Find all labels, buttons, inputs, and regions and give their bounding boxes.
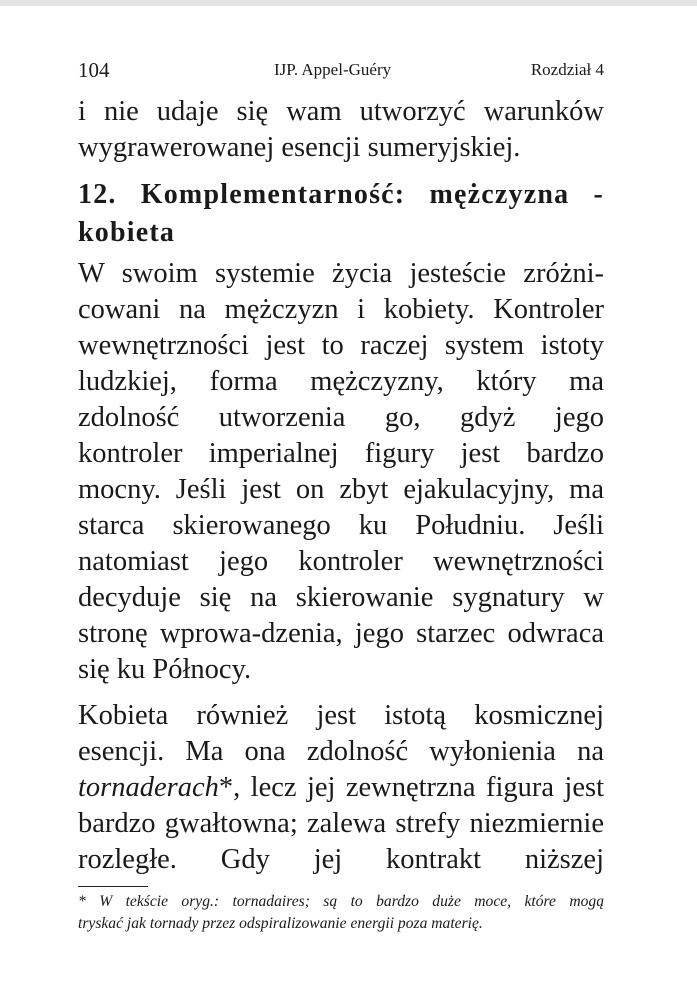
text-line: wewnętrzności jest to raczej system istoty: [78, 330, 604, 361]
text-line: Kobieta również jest istotą kosmicznej: [78, 700, 604, 731]
text-line: i nie udaje się wam utworzyć warunków: [78, 96, 604, 127]
text-line: starca skierowanego ku Południu. Jeśli: [78, 510, 604, 541]
text-line: stronę wprowa-dzenia, jego starzec odwraca: [78, 618, 604, 649]
text-fragment: *, lecz jej zewnętrzna figura jest: [218, 772, 604, 803]
running-header: [78, 58, 604, 84]
page-top-edge: [0, 0, 697, 6]
section-heading-line: 12. Komplementarność: mężczyzna -: [78, 179, 604, 210]
section-heading-line: kobieta: [78, 217, 176, 248]
text-line: cowani na mężczyzn i kobiety. Kontroler: [78, 294, 604, 325]
text-line: esencji. Ma ona zdolność wyłonienia na: [78, 736, 604, 767]
text-line: natomiast jego kontroler wewnętrzności: [78, 546, 604, 577]
text-line: rozległe. Gdy jej kontrakt niższej: [78, 844, 604, 875]
page-number: 104: [78, 58, 110, 82]
text-line: mocny. Jeśli jest on zbyt ejakulacyjny, ma: [78, 474, 604, 505]
text-line: wygrawerowanej esencji sumeryjskiej.: [78, 132, 521, 163]
italic-term: tornaderach: [78, 772, 219, 803]
text-line: ludzkiej, forma mężczyzny, który ma: [78, 366, 604, 397]
text-line: zdolność utworzenia go, gdyż jego: [78, 402, 604, 433]
running-header-author: IJP. Appel-Guéry: [274, 60, 392, 79]
text-line: W swoim systemie życia jesteście zróżni-: [78, 258, 604, 289]
text-line: decyduje się na skierowanie sygnatury w: [78, 582, 604, 613]
text-line: kontroler imperialnej figury jest bardzo: [78, 438, 604, 469]
footnote-rule: [78, 886, 148, 887]
running-header-chapter: Rozdział 4: [530, 60, 604, 79]
text-line: bardzo gwałtowna; zalewa strefy niezmiernie: [78, 808, 604, 839]
footnote-line: * W tekście oryg.: tornadaires; są to bardzo duże moce, które mogą: [78, 893, 604, 910]
footnote-line: tryskać jak tornady przez odspiralizowanie energii poza materię.: [78, 915, 483, 932]
text-line: [78, 770, 604, 806]
text-line: się ku Północy.: [78, 654, 252, 685]
